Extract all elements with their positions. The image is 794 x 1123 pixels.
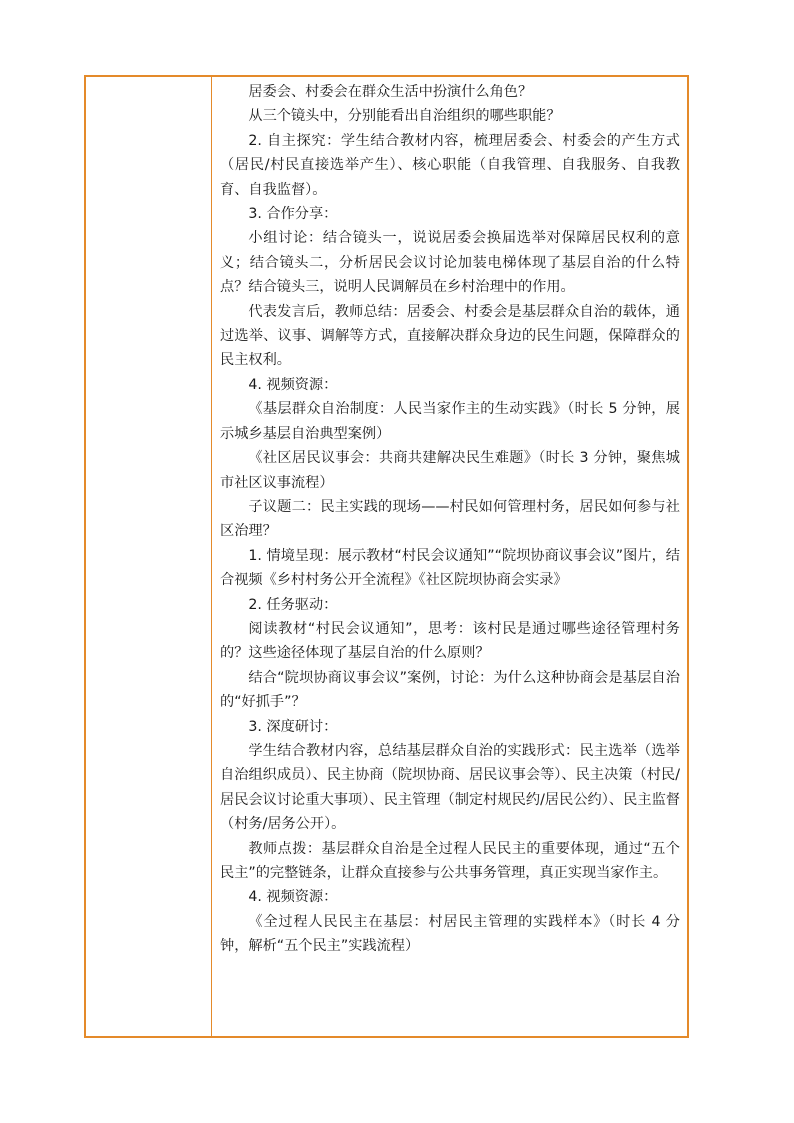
paragraph: 教师点拨：基层群众自治是全过程人民民主的重要体现，通过“五个民主”的完整链条，让群众直接参与公共事务管理，真正实现当家作主。 <box>220 840 680 881</box>
paragraph: 居委会、村委会在群众生活中扮演什么角色？ <box>248 84 533 100</box>
lesson-plan-table <box>84 75 689 1038</box>
paragraph: 子议题二：民主实践的现场——村民如何管理村务，居民如何参与社区治理？ <box>220 498 680 540</box>
paragraph: 1. 情境呈现：展示教材“村民会议通知”“院坝协商议事会议”图片，结合视频《乡村村务公开全流程》《社区院坝协商会实录》 <box>220 547 680 589</box>
paragraph: 代表发言后，教师总结：居委会、村委会是基层群众自治的载体，通过选举、议事、调解等方式，直接解决群众身边的民生问题，保障群众的民主权利。 <box>220 303 680 369</box>
paragraph: 从三个镜头中，分别能看出自治组织的哪些职能？ <box>248 108 561 125</box>
paragraph: 《基层群众自治制度：人民当家作主的生动实践》（时长 5 分钟，展示城乡基层自治典型案例） <box>220 401 680 442</box>
left-column-cell <box>86 77 211 1036</box>
paragraph: 学生结合教材内容，总结基层群众自治的实践形式：民主选举（选举自治组织成员）、民主协商（院坝协商、居民议事会等）、民主决策（村民/居民会议讨论重大事项）、民主管理（制定村规民约/居民公约）、民主监督（村务/居务公开）。 <box>220 742 680 833</box>
paragraph: 阅读教材“村民会议通知”，思考：该村民是通过哪些途径管理村务的？这些途径体现了基层自治的什么原则？ <box>220 620 680 662</box>
column-divider <box>211 77 212 1036</box>
paragraph: 2. 自主探究：学生结合教材内容，梳理居委会、村委会的产生方式（居民/村民直接选举产生）、核心职能（自我管理、自我服务、自我教育、自我监督）。 <box>220 132 680 198</box>
paragraph: 小组讨论：结合镜头一，说说居委会换届选举对保障居民权利的意义；结合镜头二，分析居民会议讨论加装电梯体现了基层自治的什么特点？结合镜头三，说明人民调解员在乡村治理中的作用。 <box>220 230 680 296</box>
paragraph: 《社区居民议事会：共商共建解决民生难题》（时长 3 分钟，聚焦城市社区议事流程） <box>220 450 680 491</box>
paragraph: 《全过程人民民主在基层：村居民主管理的实践样本》（时长 4 分钟，解析“五个民主”实践流程） <box>220 913 680 955</box>
paragraph: 结合“院坝协商议事会议”案例，讨论：为什么这种协商会是基层自治的“好抓手”？ <box>220 669 680 711</box>
paragraph: 4. 视频资源： <box>248 889 338 906</box>
paragraph: 4. 视频资源： <box>248 376 338 393</box>
paragraph: 2. 任务驱动： <box>248 596 338 613</box>
paragraph: 3. 深度研讨： <box>248 718 338 735</box>
paragraph: 3. 合作分享： <box>248 206 338 223</box>
content-cell <box>220 80 680 959</box>
